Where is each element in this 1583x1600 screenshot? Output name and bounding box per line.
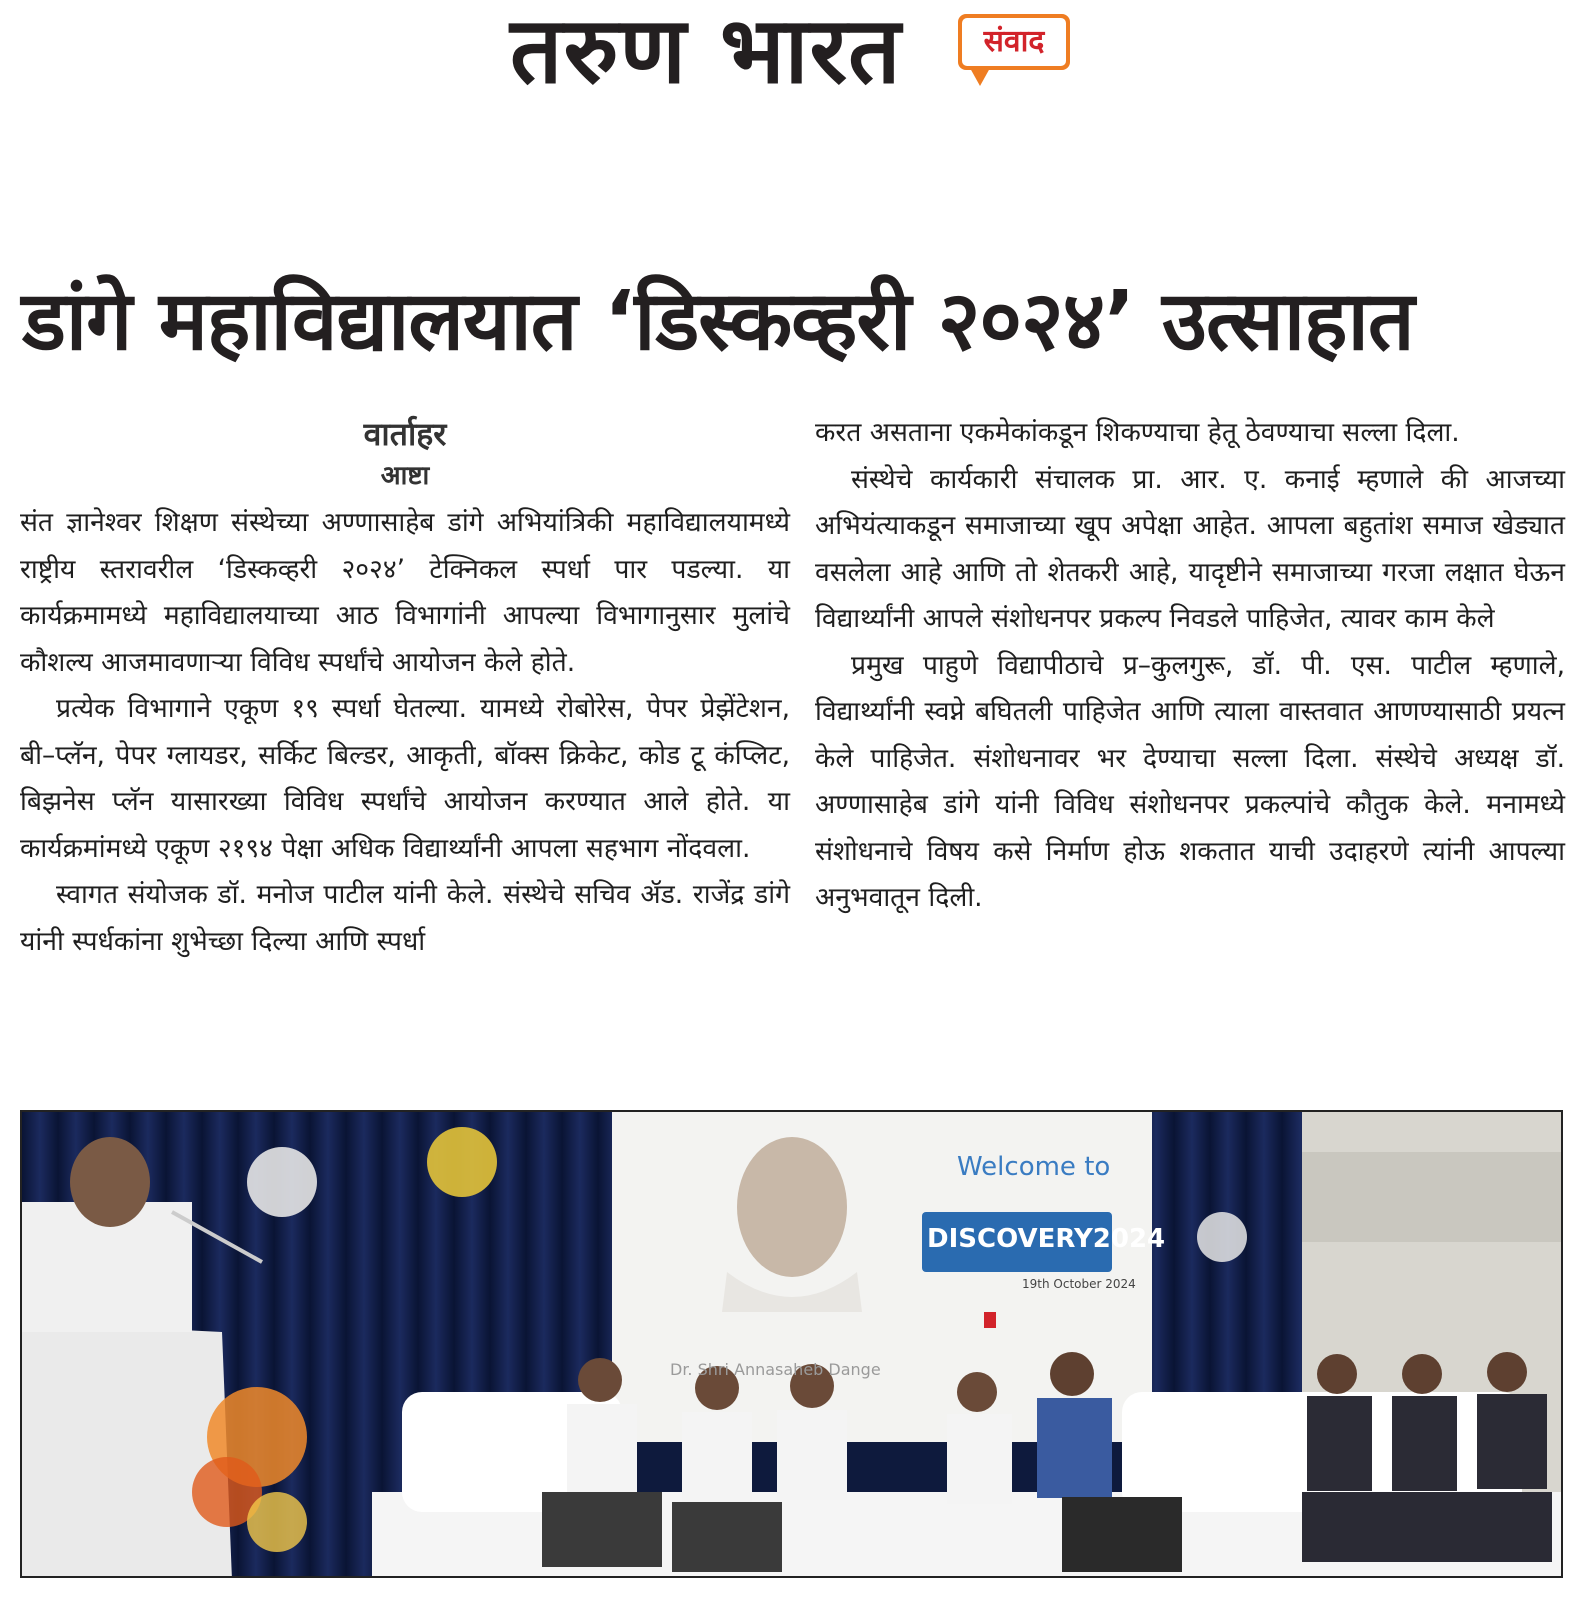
portrait-face — [737, 1137, 847, 1277]
masthead-badge — [958, 14, 1070, 70]
article-paragraph: प्रत्येक विभागाने एकूण १९ स्पर्धा घेतल्या. यामध्ये रोबोरेस, पेपर प्रेझेंटेशन, बी–प्लॅन, पेपर ग्लायडर, सर्किट बिल्डर, आकृती, बॉक्स क्रिकेट, कोड टू कंप्लिट, बिझनेस प्लॅन यासारख्या विविध स्पर्धांचे आयोजन करण्यात आले होते. या कार्यक्रमांमध्ये एकूण २१९४ पेक्षा अधिक विद्यार्थ्यांनी आपला सहभाग नोंदवला. — [20, 693, 790, 864]
article-headline: डांगे महाविद्यालयात ‘डिस्कव्हरी २०२४’ उत्साहात — [22, 274, 1414, 369]
banner-event: DISCOVERY2024 — [927, 1224, 1166, 1254]
article-column-right — [815, 410, 1565, 922]
event-photo — [20, 1110, 1563, 1578]
article-paragraph: करत असताना एकमेकांकडून शिकण्याचा हेतू ठेवण्याचा सल्ला दिला. — [815, 417, 1460, 448]
byline — [20, 412, 790, 496]
newspaper-title: तरुण भारत — [510, 0, 902, 104]
banner-name: Dr. Shri Annasaheb Dange — [670, 1360, 881, 1379]
badge-label: संवाद — [962, 18, 1066, 66]
article-paragraph: प्रमुख पाहुणे विद्यापीठाचे प्र–कुलगुरू, डॉ. पी. एस. पाटील म्हणाले, विद्यार्थ्यांनी स्वप्ने बघितली पाहिजेत आणि त्याला वास्तवात आणण्यासाठी प्रयत्न केले पाहिजेत. संशोधनावर भर देण्याचा सल्ला दिला. संस्थेचे अध्यक्ष डॉ. अण्णासाहेब डांगे यांनी विविध संशोधनपर प्रकल्पांचे कौतुक केले. मनामध्ये संशोधनाचे विषय कसे निर्माण होऊ शकतात याची उदाहरणे त्यांनी आपल्या अनुभवातून दिली. — [815, 649, 1565, 913]
banner-date: 19th October 2024 — [1022, 1277, 1136, 1291]
photo-illustration — [22, 1112, 1563, 1578]
article-column-left — [20, 500, 790, 965]
speech-bubble-tail-icon — [970, 68, 990, 86]
article-paragraph: संस्थेचे कार्यकारी संचालक प्रा. आर. ए. कनाई म्हणाले की आजच्या अभियंत्याकडून समाजाच्या खूप अपेक्षा आहेत. आपला बहुतांश समाज खेड्यात वसलेला आहे आणि तो शेतकरी आहे, यादृष्टीने समाजाच्या गरजा लक्षात घेऊन विद्यार्थ्यांनी आपले संशोधनपर प्रकल्प निवडले पाहिजेत, त्यावर काम केले — [815, 463, 1565, 634]
byline-dateline: आष्टा — [380, 461, 430, 491]
byline-author: वार्ताहर — [363, 415, 447, 453]
banner-welcome: Welcome to — [957, 1152, 1111, 1182]
masthead — [0, 0, 1583, 110]
article-paragraph: स्वागत संयोजक डॉ. मनोज पाटील यांनी केले. संस्थेचे सचिव ॲड. राजेंद्र डांगे यांनी स्पर्धकांना शुभेच्छा दिल्या आणि स्पर्धा — [20, 879, 790, 957]
article-paragraph: संत ज्ञानेश्वर शिक्षण संस्थेच्या अण्णासाहेब डांगे अभियांत्रिकी महाविद्यालयामध्ये राष्ट्रीय स्तरावरील ‘डिस्कव्हरी २०२४’ टेक्निकल स्पर्धा पार पडल्या. या कार्यक्रमामध्ये महाविद्यालयाच्या आठ विभागांनी आपल्या विभागानुसार मुलांचे कौशल्य आजमावणाऱ्या विविध स्पर्धांचे आयोजन केले होते. — [20, 507, 790, 678]
